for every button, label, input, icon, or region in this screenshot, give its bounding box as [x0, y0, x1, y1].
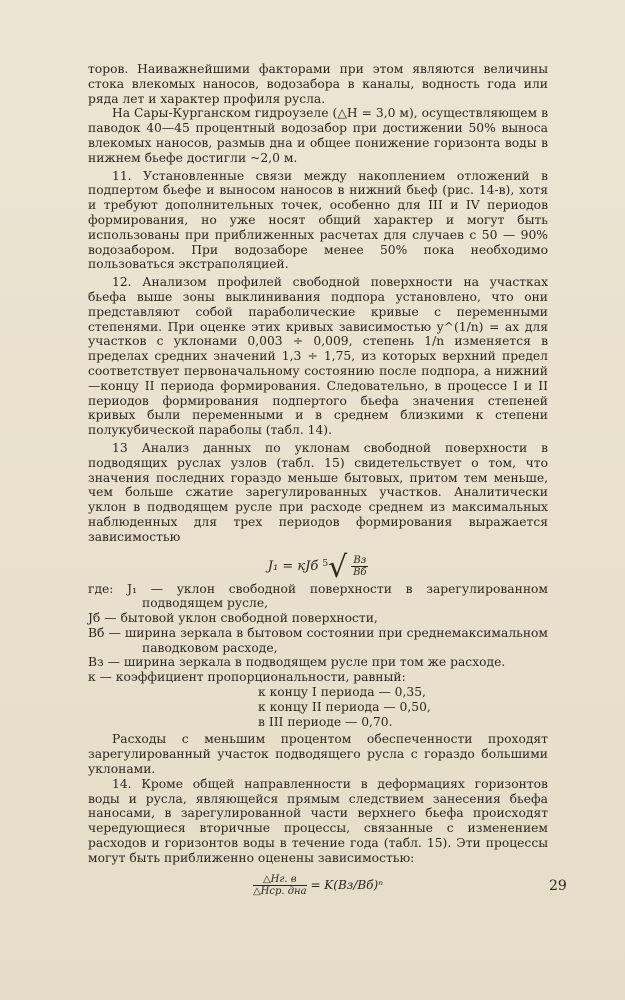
formula-fluctuation-right: = K(Bз/Bб)ⁿ: [310, 877, 384, 892]
coefficient-value-1: — 0,35,: [378, 685, 426, 700]
definition-j1: где: J₁ — уклон свободной поверхности в зарегулированном подводящем русле,: [88, 581, 548, 611]
paragraph-5: 13 Анализ данных по уклонам свободной поверхности в подводящих руслах узлов (табл. 15) свидетельствует о том, что значения последних гораздо меньше бытовых, притом тем меньше, чем больше сжатие зарегулированных участков. Аналитически уклон в подводящем русле при расходе среднем из максимальных наблюденных для трех периодов формирования выражается зависимостью: [88, 440, 548, 544]
coefficient-row-1: [88, 685, 548, 700]
formula-slope-fraction: [351, 555, 368, 578]
coefficient-label-1: к концу I периода: [258, 685, 375, 700]
fraction-numerator: Bз: [353, 554, 367, 566]
formula-slope-left: J₁ = кJб: [267, 558, 319, 574]
formula-fluctuation: [88, 874, 548, 897]
page-text: [88, 62, 548, 897]
paragraph-2: На Сары-Курганском гидроузеле (△H = 3,0 м), осуществляющем в паводок 40—45 процентный водозабор при достижении 50% выноса влекомых наносов, размыв дна и общее понижение горизонта воды в нижнем бьефе достигли ~2,0 м.: [88, 106, 548, 165]
definitions-list: [88, 582, 548, 686]
coefficient-row-3: [88, 715, 548, 730]
coefficient-label-3: в III периоде: [258, 714, 342, 729]
formula-fluctuation-fraction: [253, 874, 307, 897]
paragraph-3: 11. Установленные связи между накоплением отложений в подпертом бьефе и выносом наносов в нижний бьеф (рис. 14-в), хотя и требуют дополнительных точек, особенно для III и IV периодов формирования, но уже носят общий характер и могут быть использованы при приближенных расчетах для случаев с 50 — 90% водозабором. При водозаборе менее 50% пока необходимо пользоваться экстраполяцией.: [88, 168, 548, 272]
paragraph-6: Расходы с меньшим процентом обеспеченности проходят зарегулированный участок подводящего русла с гораздо большими уклонами.: [88, 732, 548, 777]
paragraph-1: торов. Наиважнейшими факторами при этом являются величины стока влекомых наносов, водозабора в каналы, водность года или ряда лет и характер профиля русла.: [88, 62, 548, 106]
fluctuation-denominator: △Hср. дна: [252, 885, 307, 897]
definition-bb: Bб — ширина зеркала в бытовом состоянии при среднемаксимальном паводковом расходе,: [88, 625, 548, 655]
page-number: 29: [549, 878, 567, 894]
fraction-denominator: Bб: [353, 566, 367, 578]
coefficient-value-3: — 0,70.: [345, 714, 393, 729]
definition-k: к — коэффициент пропорциональности, равный:: [88, 670, 406, 685]
definition-jb: Jб — бытовой уклон свободной поверхности,: [88, 611, 378, 626]
definition-bz: Bз — ширина зеркала в подводящем русле при том же расходе.: [88, 655, 506, 670]
paragraph-4: 12. Анализом профилей свободной поверхности на участках бьефа выше зоны выклинивания подпора установлено, что они представляют собой параболические кривые с переменными степенями. При оценке этих кривых зависимостью y^(1/n) = ax для участков с уклонами 0,003 ÷ 0,009, степень 1/n изменяется в пределах средних значений 1,3 ÷ 1,75, из которых верхний предел соответствует первоначальному состоянию после подпора, а нижний—концу II периода формирования. Следовательно, в процессе I и II периодов формирования подпертого бьефа значения степеней кривых были переменными и в среднем близкими к степени полукубической параболы (табл. 14).: [88, 275, 548, 438]
root-sign: $^5$√: [322, 549, 348, 585]
coefficient-label-2: к концу II периода: [258, 699, 380, 714]
coefficient-value-2: — 0,50,: [383, 699, 431, 714]
root-index: 5: [322, 558, 329, 569]
coefficient-row-2: [88, 700, 548, 715]
fluctuation-numerator: △Hг. в: [253, 874, 307, 886]
paragraph-7: 14. Кроме общей направленности в деформациях горизонтов воды и русла, являющейся прямым следствием занесения бьефа наносами, в зарегулированной части верхнего бьефа происходят чередующиеся вторичные процессы, связанные с изменением расходов и горизонтов воды в течение года (табл. 15). Эти процессы могут быть приближенно оценены зависимостью:: [88, 776, 548, 865]
formula-slope: [88, 549, 548, 585]
